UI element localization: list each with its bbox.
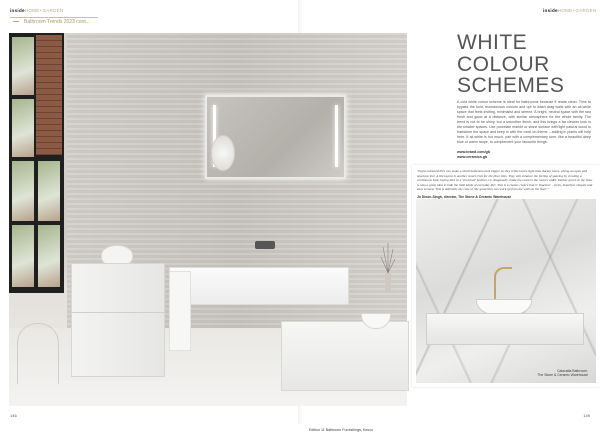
web-link[interactable]: www.ceramics.gb <box>457 154 488 159</box>
section-tick <box>13 21 19 22</box>
marble-bathroom-photo <box>416 199 596 383</box>
tall-cabinet <box>71 263 165 377</box>
window-pane <box>12 225 34 287</box>
wash-basin <box>169 267 349 305</box>
web-link[interactable]: www.brand.com/gb <box>457 150 491 154</box>
inset-photo-caption <box>537 369 588 377</box>
window <box>9 33 64 293</box>
window-pane <box>38 161 60 221</box>
quote-box <box>412 165 600 387</box>
headline-line: SCHEMES <box>457 74 565 97</box>
window-pane <box>12 161 34 221</box>
makeup-mirror <box>211 135 235 171</box>
headline-line: WHITE <box>457 31 528 54</box>
brass-tap <box>494 267 512 303</box>
wire-stool <box>17 323 59 384</box>
section-label <box>10 17 98 26</box>
brand-bold: inside <box>543 8 558 13</box>
light-strip <box>335 105 338 167</box>
section-title: Bathroom Trends 2023 cont... <box>24 19 90 25</box>
dried-plant <box>381 243 395 291</box>
pull-quote: "Light-coloured tiles can make a small bathroom look bigger as they reflect more light than darker tones, giving an open and spacious feel. A tile layout is another smart trick for the floor tiles. They will enhance the feeling of spacing by creating a continuous look, laying tiles in a 'stretched' fashion, i.e. diagonally, make the room in the room's width. Darker grout on the floor is also a great idea to hide the little kinds of everyday dirt. This is a classic choice that is 'timeless' – fresh, beautiful, elegant and easy to keep. This is definitely the case of 'the good tiles can work up from the walls to the floor.'" <box>417 169 593 192</box>
brand-bold: inside <box>10 8 25 13</box>
floating-vanity <box>426 313 584 345</box>
page-number-right: 149 <box>583 413 590 418</box>
window-pane <box>38 225 60 287</box>
brick-exterior <box>36 35 62 155</box>
brand-rest: HOME+GARDEN <box>557 8 597 13</box>
header-left <box>10 8 64 13</box>
low-cabinet <box>281 321 409 391</box>
quote-author: Jo Dixon-Singh, director, The Stone & Ceramic Warehouse <box>417 195 512 199</box>
window-pane <box>12 37 34 95</box>
article-body: A cold white colour scheme is ideal for bathrooms because it reads clean. Time to bypass the bold, monotonous colours and opt to wash drag walls with an all-white space that feels inviting, minimalist and serene. A bright, neutral space with the sea fresh and good at a distance, with similar atmosphere for the whole family. The trend is not to be shiny, but a smoother finish, and this brings a far cleaner look in the smaller spaces. Use porcelain marble or stone surface with light natural wood to transform the space and keep in with the most on-theme – adding in plants will help here. If all white is too much, pair with a complementary tone, like a beautiful deep blue or warm taupe, to complement your favourite things. <box>457 100 591 144</box>
caption-line: The Stone & Ceramic Warehouse <box>537 372 588 377</box>
article-headline <box>457 32 597 97</box>
caption-line: Calacatta Bathroom, <box>557 368 588 373</box>
wall-faucet <box>255 241 275 249</box>
hanging-towel <box>169 271 191 351</box>
swan-ornament <box>101 245 133 265</box>
header-right <box>543 8 597 13</box>
page-number-left: 146 <box>10 413 17 418</box>
main-photo-caption: Edition 11 Bathroom Furnishings, Keuco <box>309 428 374 432</box>
window-pane <box>12 99 34 157</box>
cabinet-seam <box>72 312 164 313</box>
brand-rest: HOME+GARDEN <box>24 8 64 13</box>
web-links <box>457 150 490 159</box>
headline-line: COLOUR <box>457 52 550 76</box>
